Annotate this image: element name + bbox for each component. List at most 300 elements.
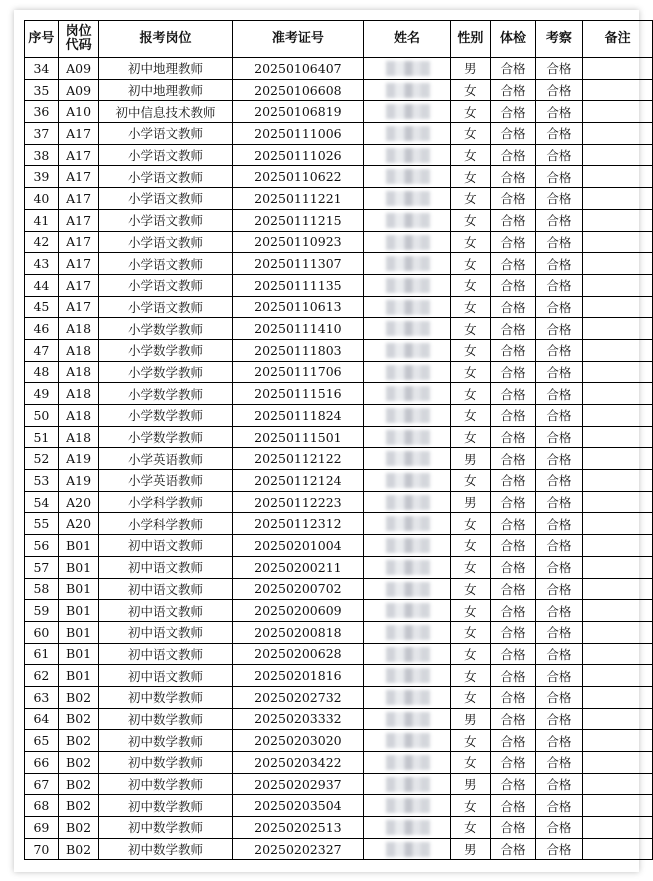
cell-post: 小学数学教师 — [99, 383, 232, 405]
cell-physical: 合格 — [491, 773, 536, 795]
cell-post: 初中语文教师 — [99, 600, 232, 622]
table-row — [25, 686, 653, 708]
cell-name — [364, 339, 450, 361]
cell-physical: 合格 — [491, 79, 536, 101]
cell-name — [364, 600, 450, 622]
cell-seq: 51 — [25, 426, 59, 448]
cell-sex: 男 — [450, 491, 491, 513]
redacted-name — [386, 712, 430, 727]
cell-note — [583, 708, 653, 730]
cell-post-code: A17 — [58, 188, 99, 210]
table-header-row — [25, 21, 653, 58]
table-row — [25, 773, 653, 795]
cell-note — [583, 838, 653, 860]
cell-physical: 合格 — [491, 274, 536, 296]
cell-name — [364, 274, 450, 296]
cell-sex: 女 — [450, 470, 491, 492]
cell-post: 初中语文教师 — [99, 535, 232, 557]
cell-note — [583, 361, 653, 383]
cell-inspection: 合格 — [535, 730, 582, 752]
redacted-name — [386, 148, 430, 163]
cell-seq: 60 — [25, 621, 59, 643]
cell-name — [364, 361, 450, 383]
cell-inspection: 合格 — [535, 491, 582, 513]
cell-seq: 44 — [25, 274, 59, 296]
cell-seq: 59 — [25, 600, 59, 622]
cell-sex: 男 — [450, 838, 491, 860]
cell-physical: 合格 — [491, 643, 536, 665]
table-row — [25, 513, 653, 535]
cell-name — [364, 296, 450, 318]
cell-sex: 女 — [450, 752, 491, 774]
candidate-table — [24, 20, 653, 860]
header-inspection: 考察 — [535, 21, 582, 58]
cell-name — [364, 253, 450, 275]
cell-name — [364, 58, 450, 80]
header-seq: 序号 — [25, 21, 59, 58]
redacted-name — [386, 343, 430, 358]
cell-post-code: A17 — [58, 166, 99, 188]
cell-note — [583, 535, 653, 557]
cell-exam-id: 20250203422 — [232, 752, 364, 774]
header-sex: 性别 — [450, 21, 491, 58]
cell-post: 小学语文教师 — [99, 188, 232, 210]
cell-note — [583, 665, 653, 687]
cell-name — [364, 426, 450, 448]
redacted-name — [386, 755, 430, 770]
cell-post-code: B01 — [58, 600, 99, 622]
table-row — [25, 274, 653, 296]
cell-post: 小学数学教师 — [99, 405, 232, 427]
cell-post: 小学语文教师 — [99, 209, 232, 231]
cell-post-code: A17 — [58, 274, 99, 296]
cell-exam-id: 20250111026 — [232, 144, 364, 166]
table-row — [25, 361, 653, 383]
redacted-name — [386, 300, 430, 315]
cell-post: 初中数学教师 — [99, 817, 232, 839]
cell-note — [583, 795, 653, 817]
cell-sex: 女 — [450, 274, 491, 296]
cell-note — [583, 144, 653, 166]
cell-post-code: B02 — [58, 686, 99, 708]
cell-seq: 58 — [25, 578, 59, 600]
header-physical: 体检 — [491, 21, 536, 58]
cell-seq: 65 — [25, 730, 59, 752]
table-row — [25, 144, 653, 166]
cell-inspection: 合格 — [535, 470, 582, 492]
cell-seq: 41 — [25, 209, 59, 231]
cell-exam-id: 20250202732 — [232, 686, 364, 708]
cell-seq: 47 — [25, 339, 59, 361]
cell-physical: 合格 — [491, 730, 536, 752]
cell-physical: 合格 — [491, 144, 536, 166]
cell-name — [364, 101, 450, 123]
cell-physical: 合格 — [491, 231, 536, 253]
redacted-name — [386, 104, 430, 119]
cell-post-code: A18 — [58, 426, 99, 448]
table-row — [25, 643, 653, 665]
cell-physical: 合格 — [491, 123, 536, 145]
header-note: 备注 — [583, 21, 653, 58]
cell-physical: 合格 — [491, 470, 536, 492]
cell-exam-id: 20250106608 — [232, 79, 364, 101]
cell-sex: 女 — [450, 578, 491, 600]
cell-inspection: 合格 — [535, 79, 582, 101]
cell-post: 初中数学教师 — [99, 773, 232, 795]
cell-physical: 合格 — [491, 817, 536, 839]
cell-note — [583, 817, 653, 839]
cell-post-code: A17 — [58, 209, 99, 231]
cell-name — [364, 166, 450, 188]
cell-name — [364, 383, 450, 405]
cell-physical: 合格 — [491, 426, 536, 448]
cell-physical: 合格 — [491, 752, 536, 774]
cell-exam-id: 20250112312 — [232, 513, 364, 535]
cell-post: 小学英语教师 — [99, 470, 232, 492]
cell-post-code: A17 — [58, 253, 99, 275]
cell-seq: 50 — [25, 405, 59, 427]
cell-name — [364, 730, 450, 752]
cell-note — [583, 188, 653, 210]
redacted-name — [386, 451, 430, 466]
table-row — [25, 339, 653, 361]
cell-post: 初中数学教师 — [99, 795, 232, 817]
cell-post: 初中语文教师 — [99, 665, 232, 687]
redacted-name — [386, 582, 430, 597]
cell-note — [583, 274, 653, 296]
cell-post: 初中语文教师 — [99, 578, 232, 600]
redacted-name — [386, 430, 430, 445]
redacted-name — [386, 278, 430, 293]
cell-note — [583, 231, 653, 253]
cell-post-code: B02 — [58, 817, 99, 839]
cell-post: 小学数学教师 — [99, 426, 232, 448]
cell-exam-id: 20250111307 — [232, 253, 364, 275]
cell-sex: 女 — [450, 730, 491, 752]
cell-inspection: 合格 — [535, 535, 582, 557]
cell-name — [364, 188, 450, 210]
cell-seq: 46 — [25, 318, 59, 340]
cell-post: 小学语文教师 — [99, 166, 232, 188]
cell-note — [583, 296, 653, 318]
table-row — [25, 491, 653, 513]
cell-exam-id: 20250200609 — [232, 600, 364, 622]
cell-sex: 女 — [450, 231, 491, 253]
redacted-name — [386, 126, 430, 141]
redacted-name — [386, 842, 430, 857]
cell-sex: 女 — [450, 144, 491, 166]
cell-seq: 39 — [25, 166, 59, 188]
cell-physical: 合格 — [491, 838, 536, 860]
cell-post-code: A20 — [58, 491, 99, 513]
cell-physical: 合格 — [491, 383, 536, 405]
cell-sex: 男 — [450, 448, 491, 470]
cell-sex: 女 — [450, 166, 491, 188]
cell-exam-id: 20250111215 — [232, 209, 364, 231]
cell-physical: 合格 — [491, 578, 536, 600]
cell-inspection: 合格 — [535, 166, 582, 188]
cell-physical: 合格 — [491, 318, 536, 340]
redacted-name — [386, 256, 430, 271]
cell-physical: 合格 — [491, 296, 536, 318]
cell-post: 初中数学教师 — [99, 752, 232, 774]
cell-exam-id: 20250112223 — [232, 491, 364, 513]
table-row — [25, 556, 653, 578]
cell-post-code: B01 — [58, 578, 99, 600]
cell-name — [364, 513, 450, 535]
cell-physical: 合格 — [491, 339, 536, 361]
redacted-name — [386, 386, 430, 401]
cell-name — [364, 491, 450, 513]
cell-note — [583, 513, 653, 535]
cell-physical: 合格 — [491, 621, 536, 643]
cell-post-code: B01 — [58, 621, 99, 643]
table-row — [25, 665, 653, 687]
redacted-name — [386, 213, 430, 228]
cell-inspection: 合格 — [535, 296, 582, 318]
cell-exam-id: 20250111410 — [232, 318, 364, 340]
table-row — [25, 383, 653, 405]
cell-seq: 37 — [25, 123, 59, 145]
cell-seq: 36 — [25, 101, 59, 123]
redacted-name — [386, 473, 430, 488]
cell-sex: 男 — [450, 58, 491, 80]
cell-exam-id: 20250110622 — [232, 166, 364, 188]
table-row — [25, 708, 653, 730]
cell-sex: 女 — [450, 600, 491, 622]
cell-post: 初中数学教师 — [99, 730, 232, 752]
cell-note — [583, 405, 653, 427]
cell-seq: 40 — [25, 188, 59, 210]
cell-physical: 合格 — [491, 405, 536, 427]
cell-inspection: 合格 — [535, 752, 582, 774]
cell-inspection: 合格 — [535, 123, 582, 145]
table-row — [25, 58, 653, 80]
cell-exam-id: 20250202327 — [232, 838, 364, 860]
table-row — [25, 838, 653, 860]
cell-post: 初中地理教师 — [99, 58, 232, 80]
cell-note — [583, 79, 653, 101]
cell-seq: 66 — [25, 752, 59, 774]
cell-post-code: A17 — [58, 296, 99, 318]
cell-inspection: 合格 — [535, 838, 582, 860]
cell-seq: 49 — [25, 383, 59, 405]
redacted-name — [386, 560, 430, 575]
table-row — [25, 253, 653, 275]
cell-post: 小学语文教师 — [99, 296, 232, 318]
cell-seq: 45 — [25, 296, 59, 318]
cell-physical: 合格 — [491, 708, 536, 730]
cell-sex: 女 — [450, 405, 491, 427]
cell-note — [583, 339, 653, 361]
cell-exam-id: 20250111706 — [232, 361, 364, 383]
cell-inspection: 合格 — [535, 101, 582, 123]
cell-exam-id: 20250112124 — [232, 470, 364, 492]
cell-physical: 合格 — [491, 600, 536, 622]
cell-post-code: A19 — [58, 448, 99, 470]
cell-sex: 女 — [450, 426, 491, 448]
cell-name — [364, 838, 450, 860]
table-row — [25, 209, 653, 231]
cell-post: 初中地理教师 — [99, 79, 232, 101]
cell-name — [364, 752, 450, 774]
cell-note — [583, 600, 653, 622]
cell-seq: 43 — [25, 253, 59, 275]
cell-post: 小学数学教师 — [99, 339, 232, 361]
cell-inspection: 合格 — [535, 209, 582, 231]
cell-sex: 女 — [450, 556, 491, 578]
table-row — [25, 296, 653, 318]
cell-post-code: A09 — [58, 79, 99, 101]
cell-post-code: B01 — [58, 535, 99, 557]
cell-note — [583, 253, 653, 275]
cell-sex: 女 — [450, 296, 491, 318]
cell-inspection: 合格 — [535, 274, 582, 296]
cell-note — [583, 730, 653, 752]
cell-physical: 合格 — [491, 58, 536, 80]
cell-exam-id: 20250111006 — [232, 123, 364, 145]
cell-post: 小学数学教师 — [99, 361, 232, 383]
table-row — [25, 621, 653, 643]
cell-post: 初中数学教师 — [99, 838, 232, 860]
cell-inspection: 合格 — [535, 600, 582, 622]
cell-physical: 合格 — [491, 361, 536, 383]
cell-inspection: 合格 — [535, 708, 582, 730]
cell-exam-id: 20250110923 — [232, 231, 364, 253]
cell-exam-id: 20250111824 — [232, 405, 364, 427]
cell-post-code: B01 — [58, 665, 99, 687]
redacted-name — [386, 820, 430, 835]
cell-exam-id: 20250112122 — [232, 448, 364, 470]
cell-post-code: A17 — [58, 231, 99, 253]
cell-exam-id: 20250202937 — [232, 773, 364, 795]
cell-inspection: 合格 — [535, 405, 582, 427]
cell-exam-id: 20250203020 — [232, 730, 364, 752]
cell-sex: 女 — [450, 101, 491, 123]
cell-name — [364, 686, 450, 708]
cell-exam-id: 20250110613 — [232, 296, 364, 318]
cell-inspection: 合格 — [535, 686, 582, 708]
cell-inspection: 合格 — [535, 643, 582, 665]
cell-inspection: 合格 — [535, 318, 582, 340]
table-row — [25, 578, 653, 600]
cell-physical: 合格 — [491, 253, 536, 275]
cell-seq: 63 — [25, 686, 59, 708]
cell-inspection: 合格 — [535, 426, 582, 448]
cell-sex: 女 — [450, 621, 491, 643]
cell-sex: 女 — [450, 318, 491, 340]
cell-name — [364, 470, 450, 492]
redacted-name — [386, 516, 430, 531]
cell-note — [583, 426, 653, 448]
cell-post-code: B02 — [58, 730, 99, 752]
cell-inspection: 合格 — [535, 665, 582, 687]
cell-physical: 合格 — [491, 101, 536, 123]
cell-inspection: 合格 — [535, 817, 582, 839]
redacted-name — [386, 235, 430, 250]
redacted-name — [386, 798, 430, 813]
cell-seq: 69 — [25, 817, 59, 839]
cell-seq: 38 — [25, 144, 59, 166]
cell-inspection: 合格 — [535, 578, 582, 600]
cell-name — [364, 405, 450, 427]
cell-note — [583, 491, 653, 513]
cell-inspection: 合格 — [535, 253, 582, 275]
cell-exam-id: 20250203332 — [232, 708, 364, 730]
redacted-name — [386, 321, 430, 336]
cell-inspection: 合格 — [535, 556, 582, 578]
cell-note — [583, 58, 653, 80]
cell-note — [583, 556, 653, 578]
cell-sex: 女 — [450, 123, 491, 145]
cell-name — [364, 795, 450, 817]
cell-exam-id: 20250200818 — [232, 621, 364, 643]
cell-exam-id: 20250111516 — [232, 383, 364, 405]
table-row — [25, 101, 653, 123]
cell-note — [583, 686, 653, 708]
cell-name — [364, 621, 450, 643]
cell-name — [364, 79, 450, 101]
cell-post-code: B02 — [58, 708, 99, 730]
redacted-name — [386, 690, 430, 705]
cell-sex: 女 — [450, 665, 491, 687]
cell-physical: 合格 — [491, 491, 536, 513]
cell-physical: 合格 — [491, 556, 536, 578]
cell-post: 小学语文教师 — [99, 274, 232, 296]
cell-exam-id: 20250200211 — [232, 556, 364, 578]
redacted-name — [386, 169, 430, 184]
cell-post-code: A18 — [58, 361, 99, 383]
table-row — [25, 231, 653, 253]
table-row — [25, 535, 653, 557]
cell-post: 小学语文教师 — [99, 144, 232, 166]
cell-name — [364, 817, 450, 839]
redacted-name — [386, 777, 430, 792]
header-name: 姓名 — [364, 21, 450, 58]
cell-inspection: 合格 — [535, 58, 582, 80]
cell-physical: 合格 — [491, 209, 536, 231]
table-row — [25, 795, 653, 817]
cell-seq: 54 — [25, 491, 59, 513]
cell-name — [364, 643, 450, 665]
cell-post: 小学科学教师 — [99, 491, 232, 513]
cell-physical: 合格 — [491, 795, 536, 817]
header-post-code — [58, 21, 99, 58]
cell-seq: 48 — [25, 361, 59, 383]
cell-inspection: 合格 — [535, 188, 582, 210]
cell-note — [583, 123, 653, 145]
cell-sex: 女 — [450, 188, 491, 210]
table-row — [25, 752, 653, 774]
cell-post: 小学语文教师 — [99, 123, 232, 145]
cell-name — [364, 123, 450, 145]
cell-post-code: A18 — [58, 405, 99, 427]
cell-seq: 42 — [25, 231, 59, 253]
cell-sex: 女 — [450, 513, 491, 535]
table-row — [25, 188, 653, 210]
redacted-name — [386, 365, 430, 380]
cell-post-code: A19 — [58, 470, 99, 492]
cell-name — [364, 556, 450, 578]
cell-exam-id: 20250202513 — [232, 817, 364, 839]
cell-inspection: 合格 — [535, 795, 582, 817]
cell-post: 小学科学教师 — [99, 513, 232, 535]
cell-physical: 合格 — [491, 188, 536, 210]
cell-physical: 合格 — [491, 513, 536, 535]
cell-exam-id: 20250203504 — [232, 795, 364, 817]
cell-seq: 67 — [25, 773, 59, 795]
cell-sex: 女 — [450, 643, 491, 665]
